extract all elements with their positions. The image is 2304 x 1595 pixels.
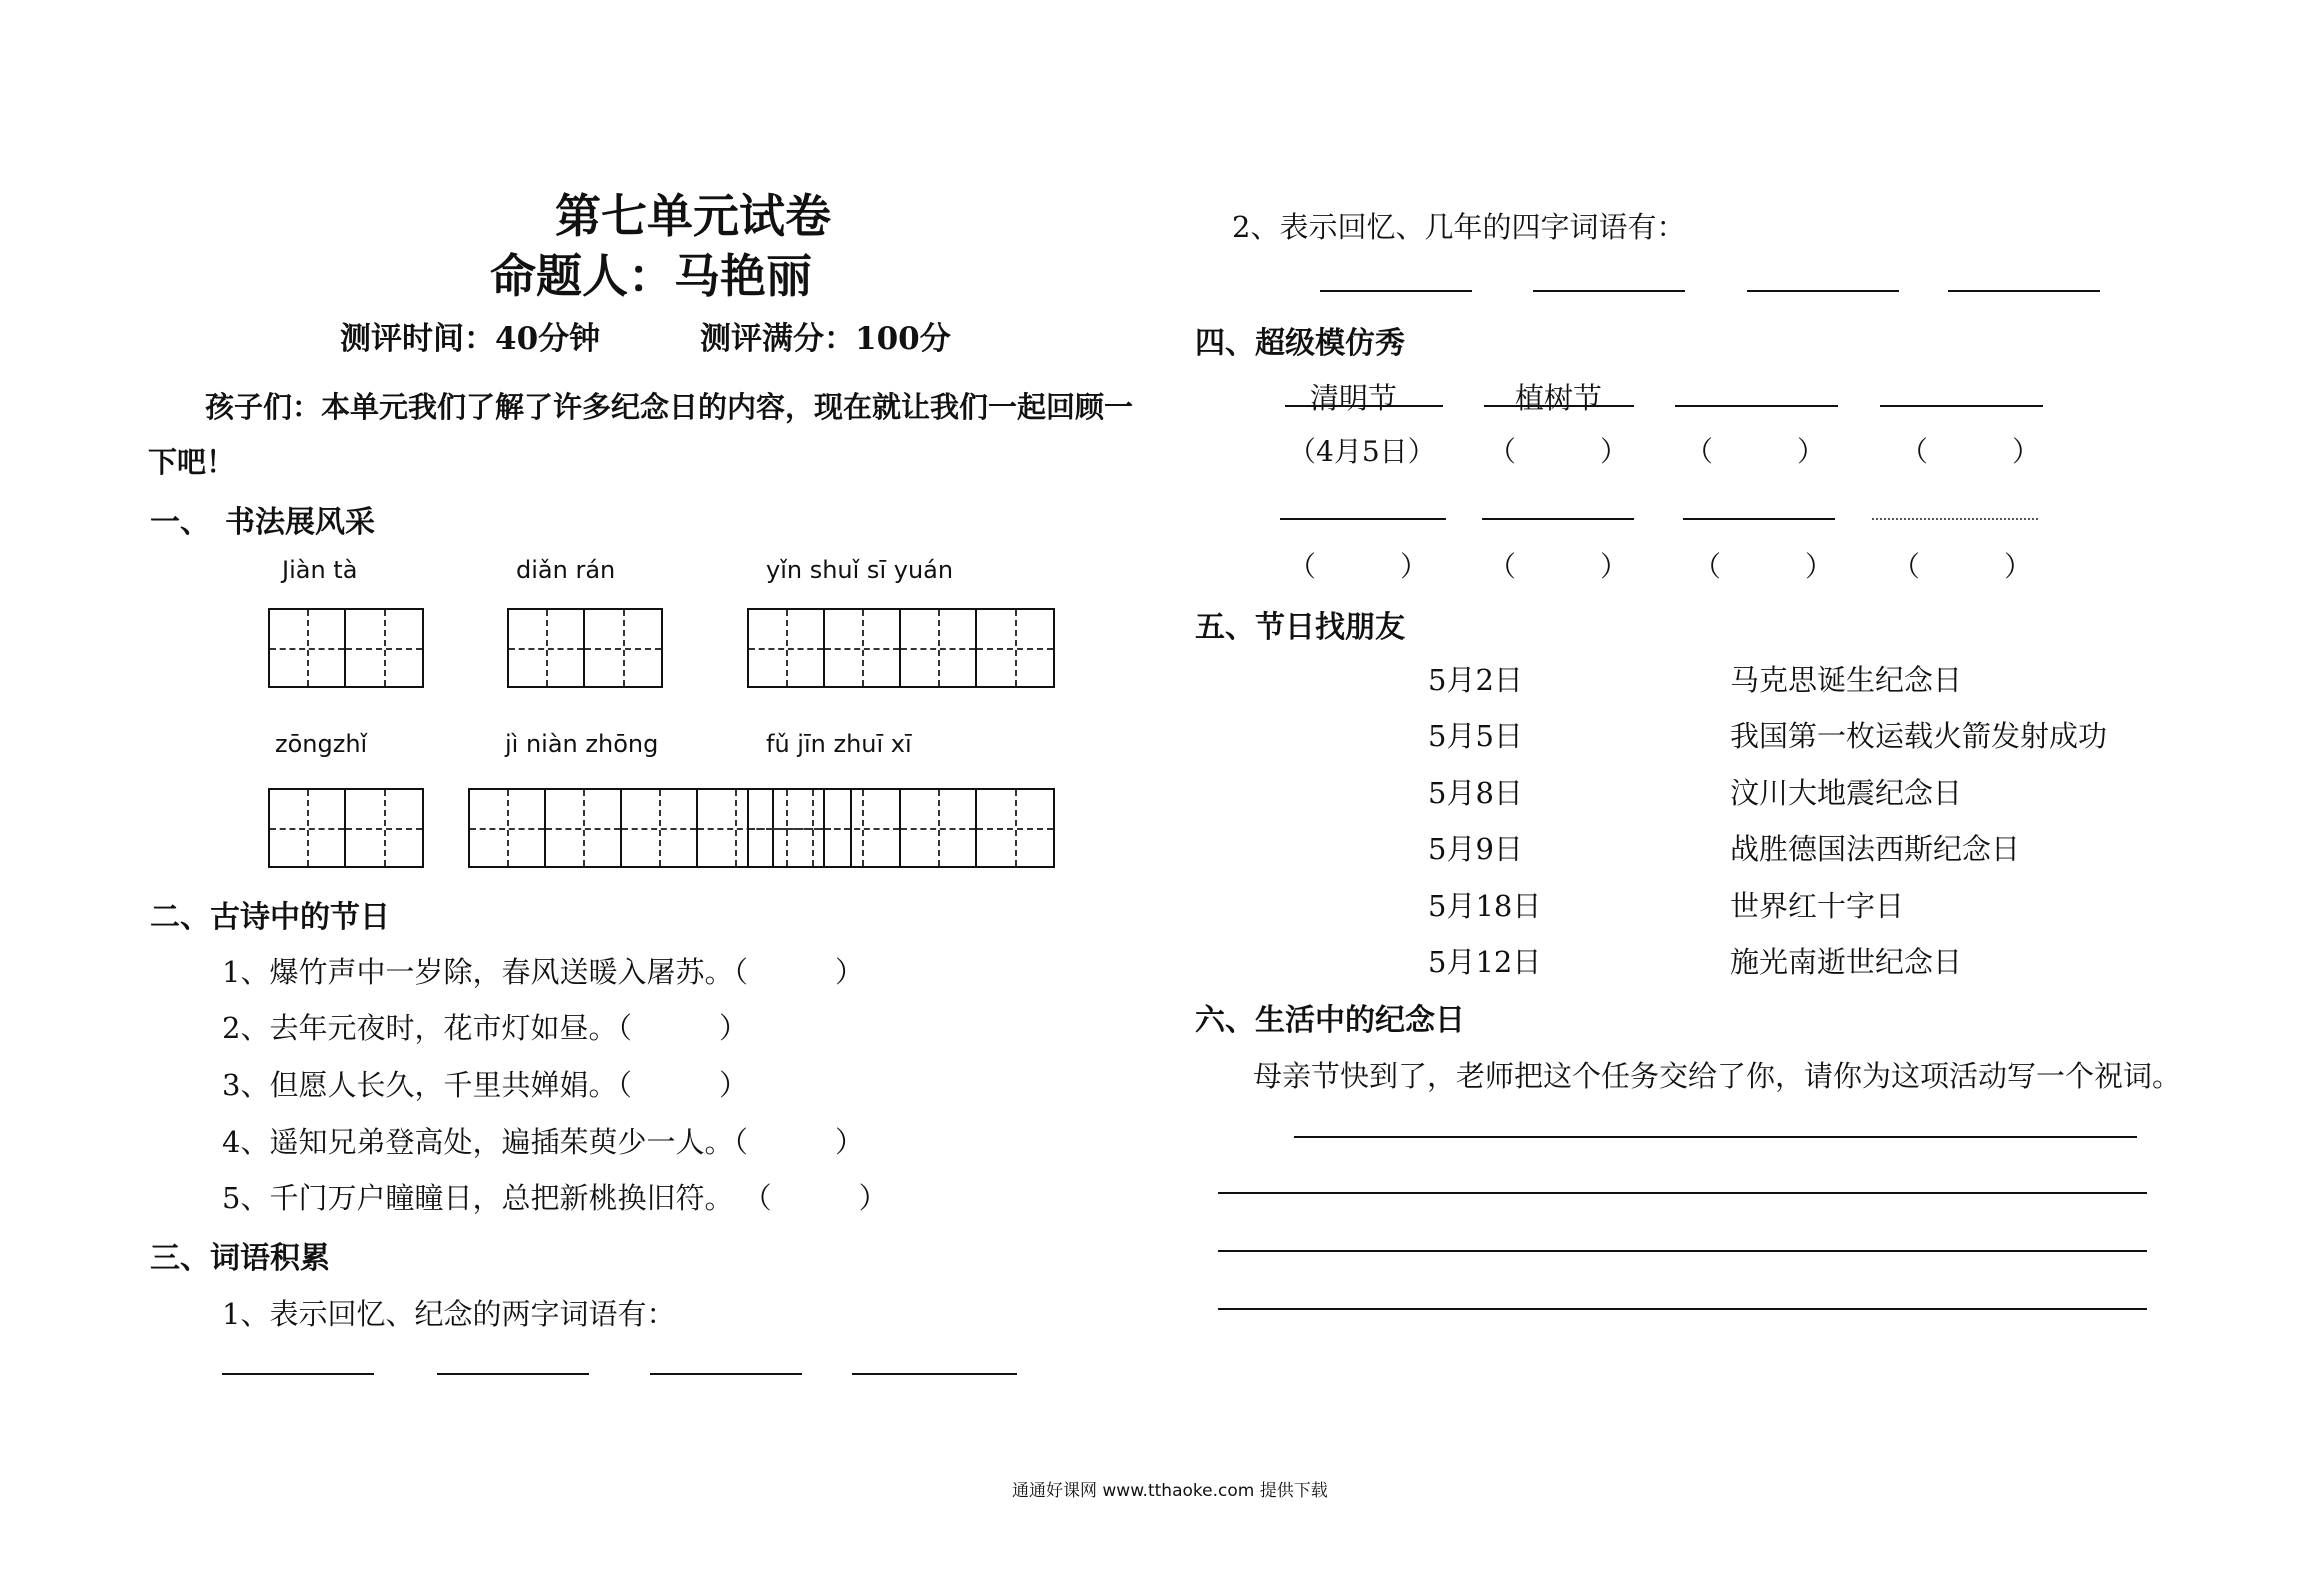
writing-line[interactable] <box>1218 1192 2147 1194</box>
time-label: 测评时间：40分钟 <box>340 321 601 357</box>
date-blank[interactable]: （ ） <box>1900 435 2041 468</box>
pinyin-2: diǎn rán <box>516 556 616 584</box>
pinyin-1: Jiàn tà <box>282 556 358 584</box>
pinyin-5: jì niàn zhōng <box>505 730 659 758</box>
answer-line[interactable] <box>852 1373 1017 1375</box>
date-blank[interactable]: （ ） <box>1685 435 1826 468</box>
section5-heading: 五、节日找朋友 <box>1195 610 1405 645</box>
date-blank[interactable]: （ ） <box>1488 435 1629 468</box>
date-blank[interactable]: （ ） <box>1488 550 1629 583</box>
match-event[interactable]: 我国第一枚运载火箭发射成功 <box>1730 719 2108 753</box>
writing-grid-4[interactable] <box>268 788 424 868</box>
answer-line[interactable] <box>1320 290 1472 292</box>
date-blank[interactable]: （ ） <box>1892 550 2033 583</box>
match-event[interactable]: 汶川大地震纪念日 <box>1730 776 1963 810</box>
score-label: 测评满分：100分 <box>700 321 951 357</box>
writing-line[interactable] <box>1294 1136 2137 1138</box>
answer-line[interactable] <box>1280 518 1446 520</box>
example-festival-2: 植树节 <box>1515 381 1603 415</box>
match-event[interactable]: 马克思诞生纪念日 <box>1730 663 1963 697</box>
date-blank[interactable]: （ ） <box>1288 550 1429 583</box>
match-date[interactable]: 5月8日 <box>1428 776 1523 810</box>
writing-line[interactable] <box>1218 1308 2147 1310</box>
writing-grid-1[interactable] <box>268 608 424 688</box>
match-date[interactable]: 5月9日 <box>1428 832 1523 866</box>
answer-line[interactable] <box>222 1373 374 1375</box>
section1-heading: 一、 书法展风采 <box>150 505 375 540</box>
match-date[interactable]: 5月18日 <box>1428 889 1542 923</box>
poem-item-3: 3、但愿人长久，千里共婵娟。（ ） <box>222 1068 748 1102</box>
page-title: 第七单元试卷 <box>555 189 831 243</box>
pinyin-3: yǐn shuǐ sī yuán <box>766 556 954 584</box>
section6-prompt: 母亲节快到了，老师把这个任务交给了你，请你为这项活动写一个祝词。 <box>1253 1059 2182 1093</box>
writing-grid-3[interactable] <box>747 608 1055 688</box>
section2-heading: 二、古诗中的节日 <box>150 900 390 935</box>
answer-line[interactable] <box>437 1373 589 1375</box>
answer-line[interactable] <box>1948 290 2100 292</box>
match-event[interactable]: 施光南逝世纪念日 <box>1730 945 1963 979</box>
answer-line[interactable] <box>1872 518 2038 520</box>
pinyin-6: fǔ jīn zhuī xī <box>766 730 912 758</box>
example-underline <box>1484 405 1634 407</box>
section3-q2: 2、表示回忆、几年的四字词语有： <box>1232 210 1686 244</box>
section4-heading: 四、超级模仿秀 <box>1195 326 1405 361</box>
match-event[interactable]: 世界红十字日 <box>1730 889 1905 923</box>
answer-line[interactable] <box>1482 518 1634 520</box>
date-blank[interactable]: （ ） <box>1693 550 1834 583</box>
poem-item-5: 5、千门万户瞳瞳日，总把新桃换旧符。 （ ） <box>222 1181 888 1215</box>
intro-line-1: 孩子们：本单元我们了解了许多纪念日的内容，现在就让我们一起回顾一 <box>205 390 1134 424</box>
answer-line[interactable] <box>1683 518 1835 520</box>
example-underline <box>1285 405 1443 407</box>
writing-line[interactable] <box>1218 1250 2147 1252</box>
section3-heading: 三、词语积累 <box>150 1241 330 1276</box>
answer-line[interactable] <box>1533 290 1685 292</box>
intro-line-2: 下吧！ <box>148 445 236 479</box>
example-festival-1: 清明节 <box>1310 381 1398 415</box>
answer-line[interactable] <box>1747 290 1899 292</box>
answer-line[interactable] <box>650 1373 802 1375</box>
answer-line[interactable] <box>1675 405 1838 407</box>
writing-grid-6[interactable] <box>747 788 1055 868</box>
match-date[interactable]: 5月2日 <box>1428 663 1523 697</box>
example-date: （4月5日） <box>1288 435 1436 468</box>
pinyin-4: zōngzhǐ <box>275 730 368 758</box>
match-event[interactable]: 战胜德国法西斯纪念日 <box>1730 832 2021 866</box>
writing-grid-2[interactable] <box>507 608 663 688</box>
poem-item-1: 1、爆竹声中一岁除，春风送暖入屠苏。（ ） <box>222 955 864 989</box>
match-date[interactable]: 5月12日 <box>1428 945 1542 979</box>
section3-q1: 1、表示回忆、纪念的两字词语有： <box>222 1297 676 1331</box>
poem-item-2: 2、去年元夜时，花市灯如昼。（ ） <box>222 1011 748 1045</box>
answer-line[interactable] <box>1880 405 2043 407</box>
match-date[interactable]: 5月5日 <box>1428 719 1523 753</box>
poem-item-4: 4、遥知兄弟登高处，遍插茱萸少一人。（ ） <box>222 1125 864 1159</box>
author-line: 命题人：马艳丽 <box>490 249 812 303</box>
footer-credit: 通通好课网 www.tthaoke.com 提供下载 <box>1012 1481 1328 1501</box>
section6-heading: 六、生活中的纪念日 <box>1195 1003 1465 1038</box>
